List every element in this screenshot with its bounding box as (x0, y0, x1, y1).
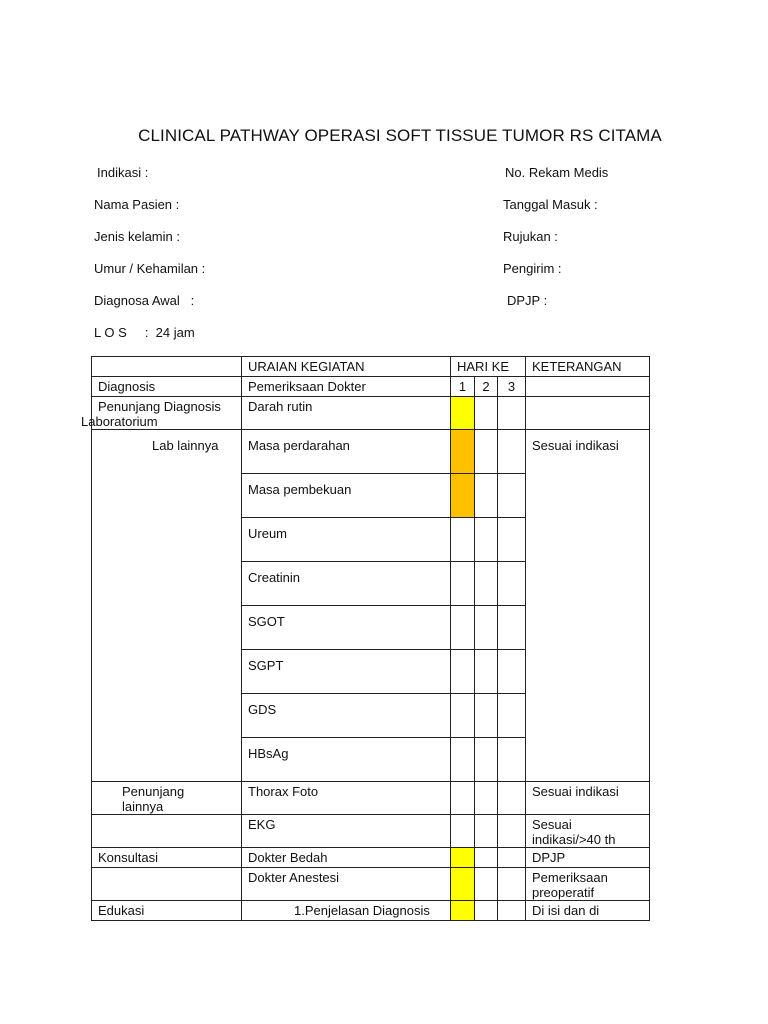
category-konsultasi: Konsultasi (92, 848, 242, 868)
day-3-cell (498, 562, 526, 606)
field-umur-kehamilan: Umur / Kehamilan : (94, 261, 206, 276)
table-row (92, 848, 650, 868)
table-row (92, 377, 650, 397)
day-3-label: 3 (498, 377, 526, 397)
field-diagnosa-awal: Diagnosa Awal : (94, 293, 195, 308)
activity-hbsag: HBsAg (242, 738, 451, 782)
day-2-cell (475, 815, 498, 848)
note-dpjp: DPJP (526, 848, 650, 868)
activity-dokter-bedah: Dokter Bedah (242, 848, 451, 868)
clinical-pathway-table (81, 356, 650, 921)
category-lab-lainnya: Lab lainnya (92, 430, 242, 782)
table-row (92, 397, 650, 430)
day-1-marked (451, 474, 475, 518)
table-row (92, 430, 650, 474)
note-anestesi-line1: Pemeriksaan (532, 870, 608, 885)
field-tanggal-masuk: Tanggal Masuk : (503, 197, 598, 212)
day-3-cell (498, 848, 526, 868)
day-2-cell (475, 562, 498, 606)
day-2-cell (475, 397, 498, 430)
category-laboratorium-line2: Laboratorium (81, 414, 158, 429)
note-cell (526, 397, 650, 430)
activity-creatinin: Creatinin (242, 562, 451, 606)
day-2-cell (475, 738, 498, 782)
day-2-cell (475, 430, 498, 474)
header-hari-ke: HARI KE (451, 357, 526, 377)
day-1-cell (451, 518, 475, 562)
activity-sgpt: SGPT (242, 650, 451, 694)
day-2-cell (475, 782, 498, 815)
category-penunjang-lainnya (92, 782, 242, 815)
day-3-cell (498, 430, 526, 474)
note-ekg-line1: Sesuai (532, 817, 572, 832)
note-anestesi (526, 868, 650, 901)
activity-thorax-foto: Thorax Foto (242, 782, 451, 815)
day-1-marked (451, 397, 475, 430)
day-1-cell (451, 694, 475, 738)
header-blank-cell (92, 357, 242, 377)
note-sesuai-indikasi: Sesuai indikasi (526, 430, 650, 782)
table-header-row (92, 357, 650, 377)
category-penunjang-line1: Penunjang Diagnosis (98, 399, 221, 414)
field-los: L O S : 24 jam (94, 325, 195, 340)
day-3-cell (498, 815, 526, 848)
activity-dokter-anestesi: Dokter Anestesi (242, 868, 451, 901)
day-3-cell (498, 518, 526, 562)
day-3-cell (498, 738, 526, 782)
day-2-label: 2 (475, 377, 498, 397)
category-blank-cell (92, 815, 242, 848)
field-no-rekam-medis: No. Rekam Medis (505, 165, 609, 180)
field-pengirim: Pengirim : (503, 261, 562, 276)
table-row (92, 901, 650, 921)
day-3-cell (498, 782, 526, 815)
activity-darah-rutin: Darah rutin (242, 397, 451, 430)
day-2-cell (475, 474, 498, 518)
table-row (92, 815, 650, 848)
day-2-cell (475, 650, 498, 694)
field-dpjp: DPJP : (507, 293, 548, 308)
note-sesuai-indikasi: Sesuai indikasi (526, 782, 650, 815)
day-3-cell (498, 606, 526, 650)
day-2-cell (475, 901, 498, 921)
field-nama-pasien: Nama Pasien : (94, 197, 180, 212)
day-3-cell (498, 650, 526, 694)
day-3-cell (498, 474, 526, 518)
field-rujukan: Rujukan : (503, 229, 558, 244)
day-1-cell (451, 606, 475, 650)
page-title: CLINICAL PATHWAY OPERASI SOFT TISSUE TUMOR RS CITAMA (138, 126, 662, 145)
category-edukasi: Edukasi (92, 901, 242, 921)
day-1-marked (451, 901, 475, 921)
day-1-marked (451, 848, 475, 868)
activity-penjelasan-diagnosis: 1.Penjelasan Diagnosis (242, 901, 451, 921)
field-indikasi: Indikasi : (97, 165, 149, 180)
category-penunjang-diagnosis (81, 397, 242, 430)
activity-gds: GDS (242, 694, 451, 738)
day-1-cell (451, 650, 475, 694)
field-jenis-kelamin: Jenis kelamin : (94, 229, 180, 244)
activity-ureum: Ureum (242, 518, 451, 562)
day-1-cell (451, 782, 475, 815)
day-3-cell (498, 694, 526, 738)
activity-sgot: SGOT (242, 606, 451, 650)
day-2-cell (475, 606, 498, 650)
day-2-cell (475, 848, 498, 868)
note-anestesi-line2: preoperatif (532, 885, 595, 900)
activity-masa-pembekuan: Masa pembekuan (242, 474, 451, 518)
day-3-cell (498, 868, 526, 901)
activity-ekg: EKG (242, 815, 451, 848)
day-2-cell (475, 694, 498, 738)
day-3-cell (498, 901, 526, 921)
day-1-marked (451, 868, 475, 901)
day-3-cell (498, 397, 526, 430)
header-keterangan: KETERANGAN (526, 357, 650, 377)
category-blank-cell (92, 868, 242, 901)
category-penunjang-line1: Penunjang (122, 784, 185, 799)
note-ekg-line2: indikasi/>40 th (532, 832, 616, 847)
note-ekg (526, 815, 650, 848)
category-lainnya-line2: lainnya (122, 799, 164, 814)
day-1-cell (451, 815, 475, 848)
header-uraian-kegiatan: URAIAN KEGIATAN (242, 357, 451, 377)
day-1-cell (451, 562, 475, 606)
day-1-cell (451, 738, 475, 782)
day-1-marked (451, 430, 475, 474)
category-diagnosis: Diagnosis (92, 377, 242, 397)
table-row (92, 868, 650, 901)
day-2-cell (475, 518, 498, 562)
table-row (92, 782, 650, 815)
day-1-label: 1 (451, 377, 475, 397)
activity-masa-perdarahan: Masa perdarahan (242, 430, 451, 474)
note-cell (526, 377, 650, 397)
day-2-cell (475, 868, 498, 901)
note-edukasi: Di isi dan di (526, 901, 650, 921)
activity-pemeriksaan-dokter: Pemeriksaan Dokter (242, 377, 451, 397)
